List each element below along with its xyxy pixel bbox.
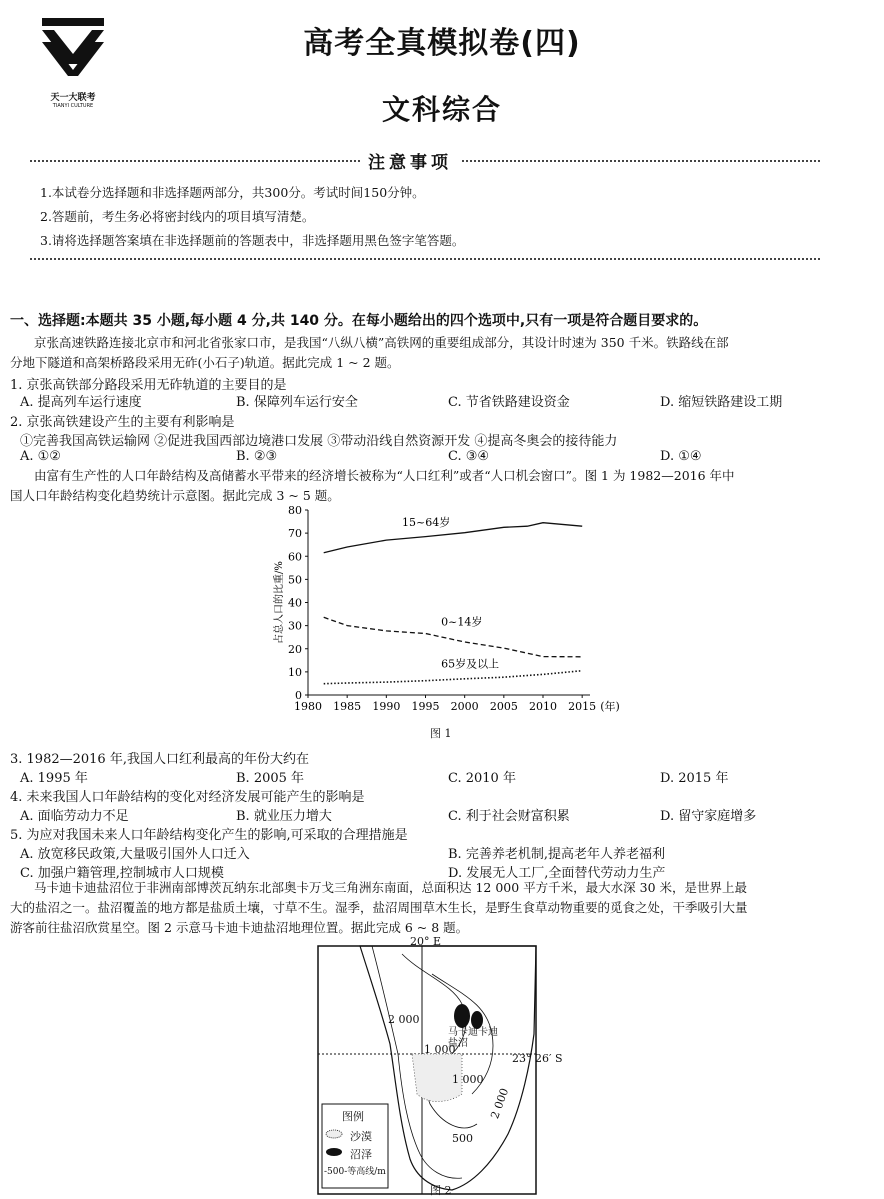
option: A. ①② bbox=[20, 449, 61, 464]
option: D. 2015 年 bbox=[660, 771, 729, 786]
salt-marsh-map bbox=[312, 932, 542, 1197]
population-chart bbox=[270, 500, 630, 740]
legend-contour: -500-等高线/m bbox=[324, 1167, 386, 1177]
y-tick-label: 50 bbox=[288, 573, 302, 587]
question-2: 2. 京张高铁建设产生的主要有利影响是 bbox=[10, 415, 235, 430]
option: D. 留守家庭增多 bbox=[660, 809, 757, 824]
option: C. ③④ bbox=[448, 449, 490, 464]
y-tick-label: 60 bbox=[288, 550, 302, 564]
exam-title: 高考全真模拟卷(四) bbox=[303, 26, 581, 61]
series-label: 15~64岁 bbox=[402, 516, 451, 530]
y-tick-label: 10 bbox=[288, 665, 302, 679]
option: D. ①④ bbox=[660, 449, 702, 464]
x-tick-label: 2015 bbox=[568, 700, 597, 713]
paragraph: 由富有生产性的人口年龄结构及高储蓄水平带来的经济增长被称为“人口红利”或者“人口机会窗口”。图 1 为 1982—2016 年中 bbox=[34, 468, 735, 483]
notice-item: 2.答题前，考生务必将密封线内的项目填写清楚。 bbox=[40, 209, 315, 224]
y-tick-label: 30 bbox=[288, 619, 302, 633]
x-tick-label: 1995 bbox=[411, 700, 440, 713]
question-5: 5. 为应对我国未来人口年龄结构变化产生的影响,可采取的合理措施是 bbox=[10, 828, 408, 843]
paragraph: 马卡迪卡迪盐沼位于非洲南部博茨瓦纳东北部奥卡万戈三角洲东南面，总面积达 12 000 平方千米，最大水深 30 米，是世界上最 bbox=[34, 880, 748, 895]
exam-subtitle: 文科综合 bbox=[381, 93, 502, 126]
map-caption: 图 2 bbox=[430, 1184, 452, 1197]
option: A. 1995 年 bbox=[20, 771, 88, 786]
contour-label: 2 000 bbox=[488, 1086, 512, 1121]
series-line bbox=[324, 523, 583, 553]
notice-item: 3.请将选择题答案填在非选择题前的答题表中，非选择题用黑色签字笔答题。 bbox=[40, 233, 465, 248]
y-tick-label: 20 bbox=[288, 642, 302, 656]
option: A. 提高列车运行速度 bbox=[20, 395, 142, 410]
option: D. 发展无人工厂,全面替代劳动力生产 bbox=[448, 866, 666, 881]
paragraph: 大的盐沼之一。盐沼覆盖的地方都是盐质土壤，寸草不生。湿季，盐沼周围草木生长，是野生食草动物重要的觅食之处，干季吸引大量 bbox=[10, 900, 748, 915]
latitude-label: 23° 26′ S bbox=[512, 1052, 563, 1065]
place-label: 马卡迪卡迪盐沼 bbox=[448, 1027, 498, 1049]
contour-label: 2 000 bbox=[388, 1013, 420, 1026]
statement-list: ①完善我国高铁运输网 ②促进我国西部边境港口发展 ③带动沿线自然资源开发 ④提高冬奥会的接待能力 bbox=[20, 434, 618, 449]
option: C. 2010 年 bbox=[448, 771, 516, 786]
option: A. 面临劳动力不足 bbox=[20, 809, 129, 824]
y-tick-label: 70 bbox=[288, 527, 302, 541]
longitude-label: 20° E bbox=[410, 935, 442, 948]
option: B. 完善养老机制,提高老年人养老福利 bbox=[448, 847, 665, 862]
option: A. 放宽移民政策,大量吸引国外人口迁入 bbox=[20, 847, 250, 862]
contour-label: 1 000 bbox=[424, 1043, 456, 1056]
logo-subtext: TIANYI CULTURE bbox=[52, 103, 94, 109]
figure-caption: 图 1 bbox=[430, 727, 452, 740]
y-axis-label: 占总人口的比重/% bbox=[274, 561, 285, 644]
legend-desert: 沙漠 bbox=[350, 1130, 372, 1143]
x-tick-label: 1985 bbox=[333, 700, 362, 713]
paragraph: 游客前往盐沼欣赏星空。图 2 示意马卡迪卡迪盐沼地理位置。据此完成 6 ~ 8 题。 bbox=[10, 920, 469, 935]
x-tick-label: 2010 bbox=[529, 700, 557, 713]
question-3: 3. 1982—2016 年,我国人口红利最高的年份大约在 bbox=[10, 752, 309, 767]
chart-canvas bbox=[270, 500, 630, 740]
paragraph: 国人口年龄结构变化趋势统计示意图。据此完成 3 ~ 5 题。 bbox=[10, 488, 340, 503]
x-tick-label: 2000 bbox=[450, 700, 479, 713]
y-tick-label: 40 bbox=[288, 596, 302, 610]
paragraph: 京张高速铁路连接北京市和河北省张家口市，是我国“八纵八横”高铁网的重要组成部分，其设计时速为 350 千米。铁路线在部 bbox=[34, 335, 729, 350]
option: C. 利于社会财富积累 bbox=[448, 809, 570, 824]
series-line bbox=[324, 671, 583, 684]
contour-label: 1 000 bbox=[452, 1073, 484, 1086]
option: B. ②③ bbox=[236, 449, 278, 464]
notice-heading: 注意事项 bbox=[360, 148, 460, 173]
contour-label: 500 bbox=[452, 1132, 473, 1145]
logo-text: 天一大联考 bbox=[50, 93, 96, 103]
option: C. 节省铁路建设资金 bbox=[448, 395, 570, 410]
series-label: 65岁及以上 bbox=[441, 657, 500, 671]
option: C. 加强户籍管理,控制城市人口规模 bbox=[20, 866, 224, 881]
option: B. 保障列车运行安全 bbox=[236, 395, 358, 410]
notice-divider-bottom bbox=[30, 258, 820, 260]
x-axis-label: (年) bbox=[600, 700, 620, 713]
y-tick-label: 0 bbox=[295, 689, 302, 702]
option: B. 2005 年 bbox=[236, 771, 305, 786]
option: D. 缩短铁路建设工期 bbox=[660, 395, 783, 410]
x-tick-label: 1980 bbox=[294, 700, 322, 713]
question-4: 4. 未来我国人口年龄结构的变化对经济发展可能产生的影响是 bbox=[10, 790, 365, 805]
legend-title: 图例 bbox=[342, 1110, 364, 1123]
map-canvas bbox=[312, 944, 542, 1199]
notice-item: 1.本试卷分选择题和非选择题两部分，共300分。考试时间150分钟。 bbox=[40, 185, 425, 200]
section-heading: 一、选择题:本题共 35 小题,每小题 4 分,共 140 分。在每小题给出的四个选项中,只有一项是符合题目要求的。 bbox=[10, 313, 708, 329]
option: B. 就业压力增大 bbox=[236, 809, 332, 824]
x-tick-label: 2005 bbox=[489, 700, 518, 713]
question-1: 1. 京张高铁部分路段采用无砟轨道的主要目的是 bbox=[10, 378, 287, 393]
paragraph: 分地下隧道和高架桥路段采用无砟(小石子)轨道。据此完成 1 ~ 2 题。 bbox=[10, 355, 400, 370]
x-tick-label: 1990 bbox=[372, 700, 401, 713]
y-tick-label: 80 bbox=[288, 504, 302, 517]
series-label: 0~14岁 bbox=[441, 615, 483, 629]
legend-swamp: 沼泽 bbox=[350, 1148, 372, 1161]
